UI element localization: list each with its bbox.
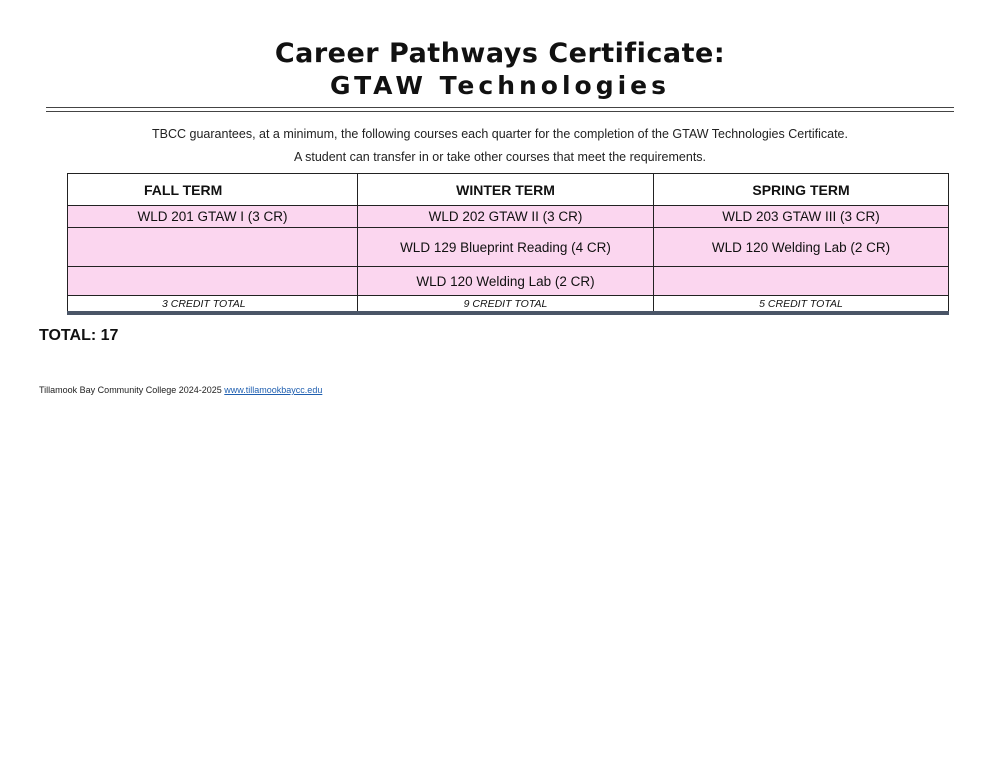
footer-college-text: Tillamook Bay Community College 2024-2025	[39, 385, 222, 395]
course-schedule-table	[67, 173, 949, 315]
footer	[39, 385, 322, 395]
course-cell-spring	[654, 267, 949, 296]
credit-totals-row	[68, 296, 949, 314]
table-row	[68, 267, 949, 296]
footer-website-link[interactable]: www.tillamookbaycc.edu	[224, 385, 323, 395]
course-cell-winter: WLD 202 GTAW II (3 CR)	[358, 206, 654, 228]
header-winter-term: WINTER TERM	[358, 174, 654, 206]
credit-total-fall: 3 CREDIT TOTAL	[68, 296, 358, 314]
page-subtitle: GTAW Technologies	[329, 71, 671, 100]
course-cell-fall	[68, 267, 358, 296]
grand-total: TOTAL: 17	[39, 327, 119, 344]
course-cell-winter: WLD 129 Blueprint Reading (4 CR)	[358, 228, 654, 267]
header-fall-term: FALL TERM	[68, 174, 358, 206]
intro-line-guarantee: TBCC guarantees, at a minimum, the following courses each quarter for the completion of the GTAW Technologies Certificate.	[152, 127, 848, 141]
table-header-row	[68, 174, 949, 206]
course-cell-spring: WLD 203 GTAW III (3 CR)	[654, 206, 949, 228]
title-divider-bottom	[46, 111, 954, 112]
table-row	[68, 228, 949, 267]
course-cell-spring: WLD 120 Welding Lab (2 CR)	[654, 228, 949, 267]
course-cell-fall: WLD 201 GTAW I (3 CR)	[68, 206, 358, 228]
course-cell-winter: WLD 120 Welding Lab (2 CR)	[358, 267, 654, 296]
intro-line-transfer: A student can transfer in or take other courses that meet the requirements.	[293, 150, 707, 164]
course-cell-fall	[68, 228, 358, 267]
credit-total-spring: 5 CREDIT TOTAL	[654, 296, 949, 314]
title-divider-top	[46, 107, 954, 108]
header-spring-term: SPRING TERM	[654, 174, 949, 206]
table-row	[68, 206, 949, 228]
page-title: Career Pathways Certificate:	[274, 38, 726, 69]
credit-total-winter: 9 CREDIT TOTAL	[358, 296, 654, 314]
